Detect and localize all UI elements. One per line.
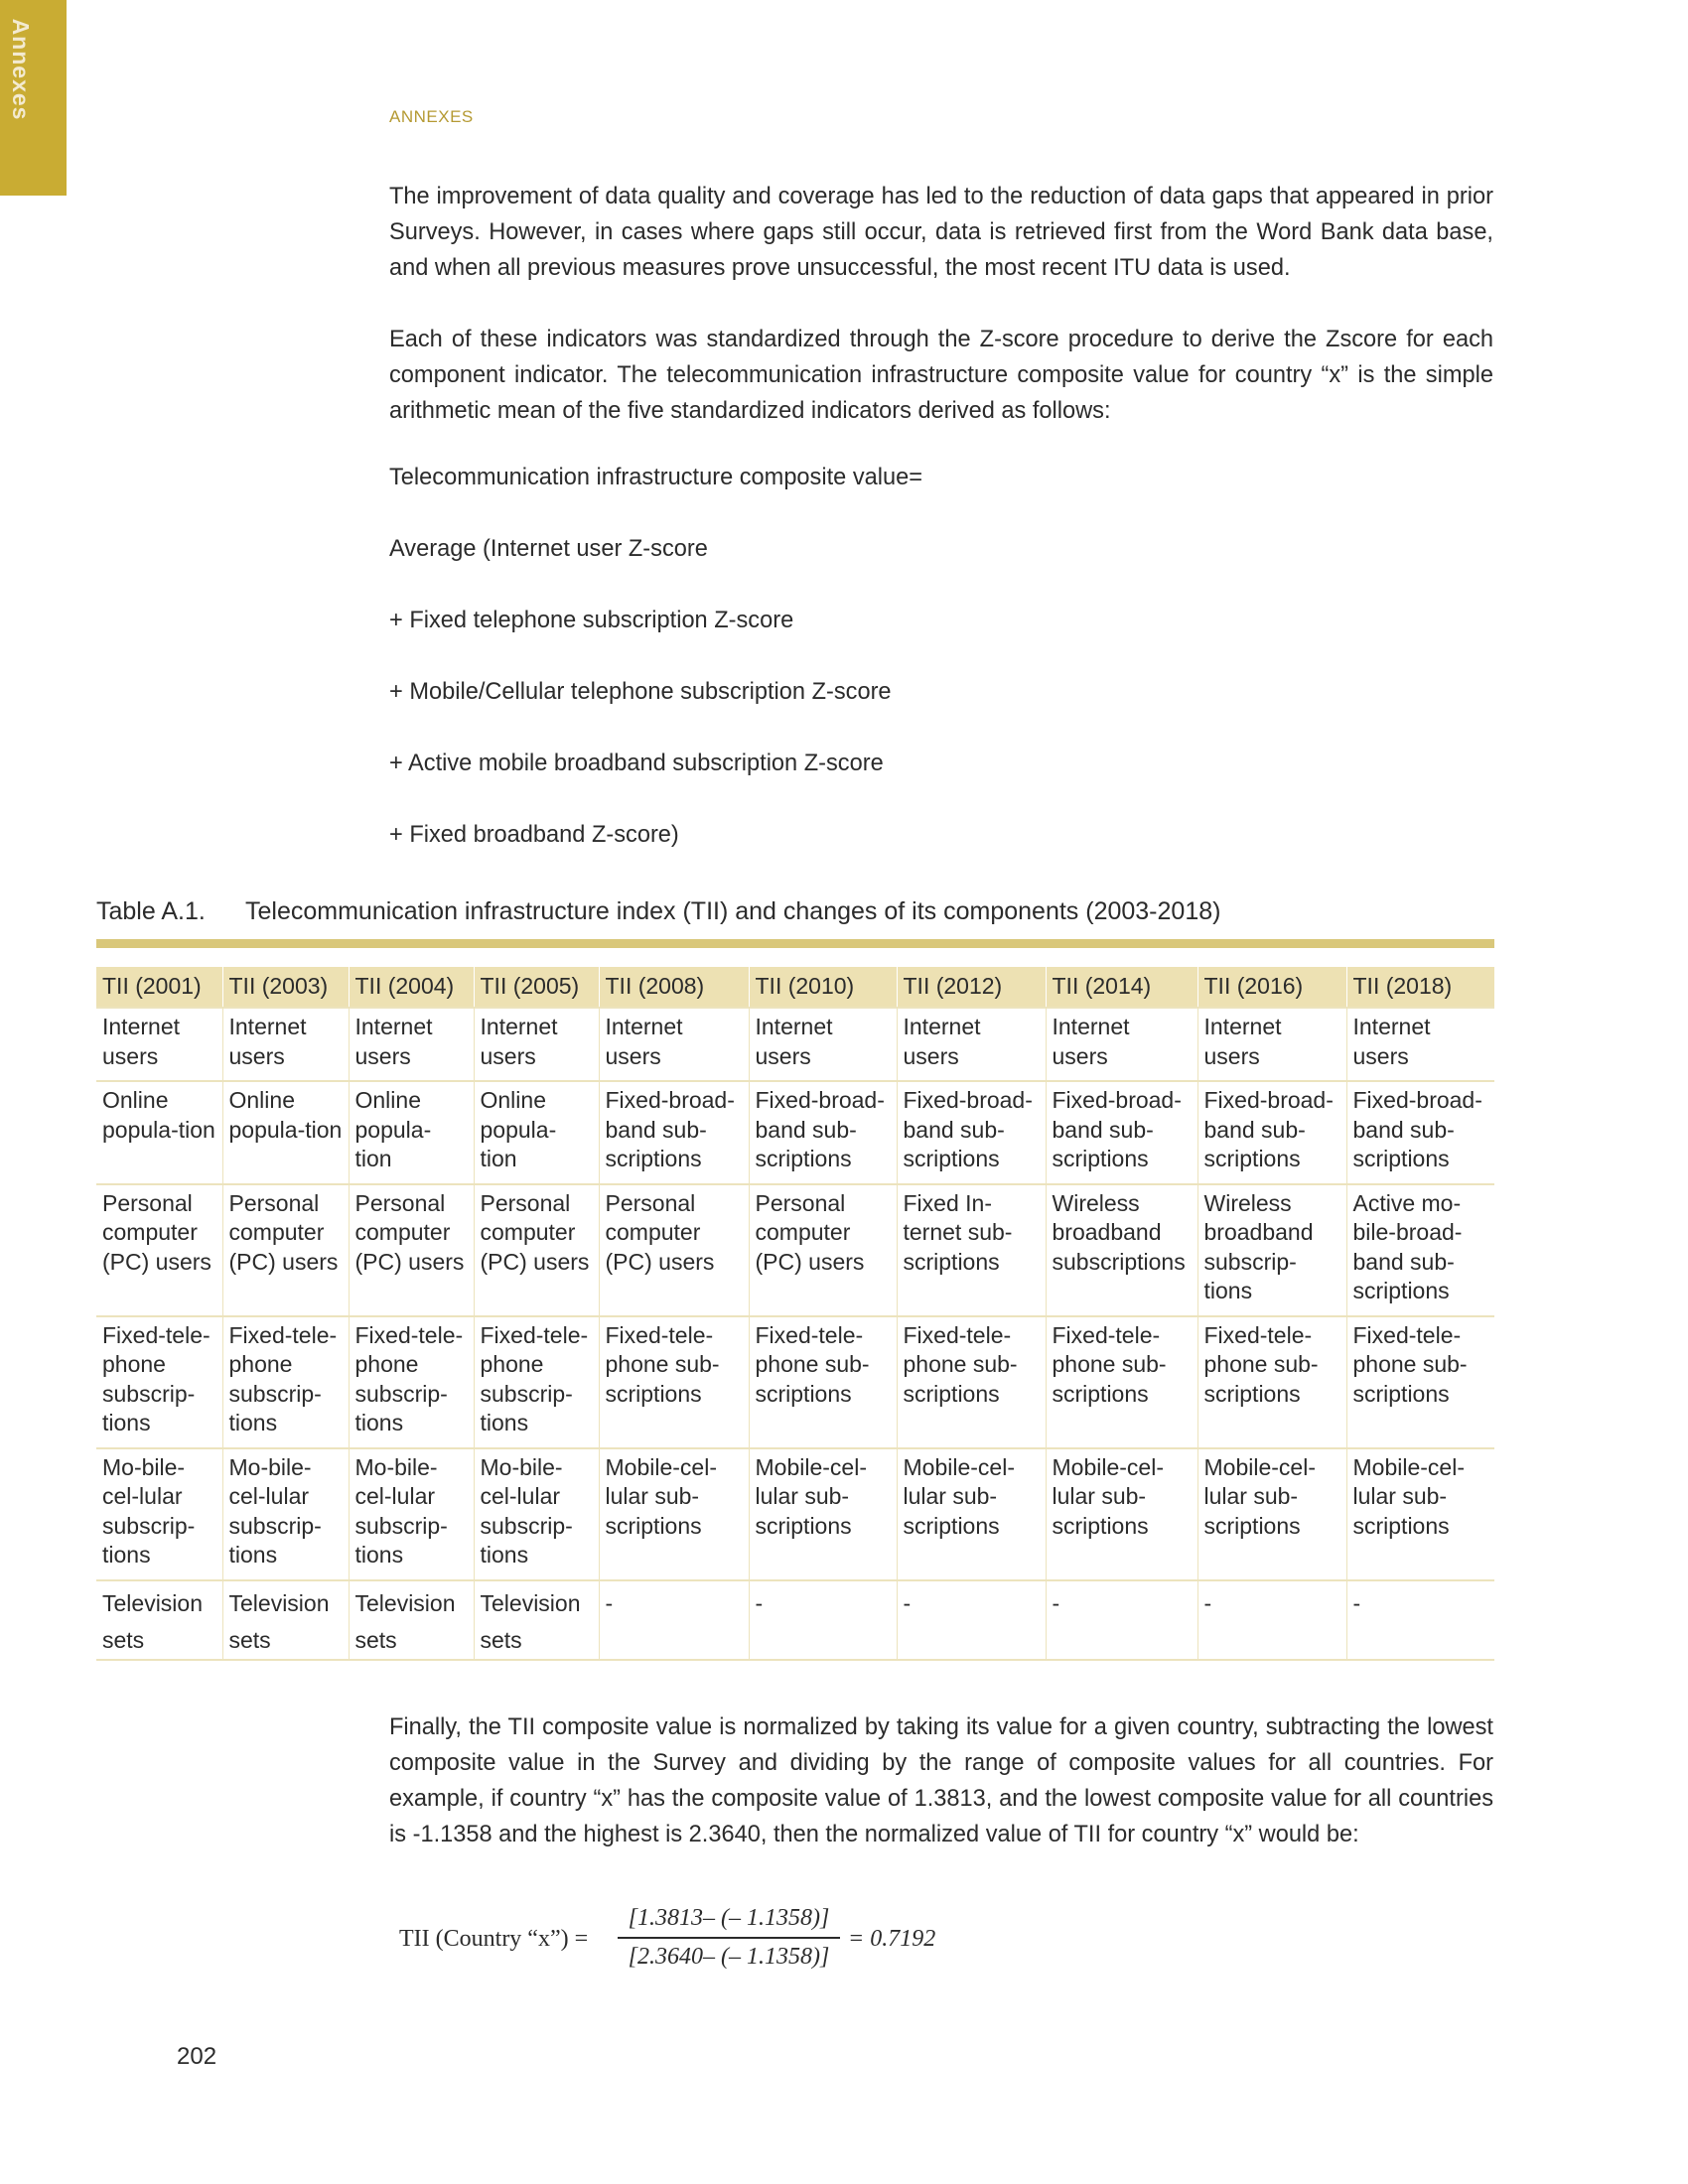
table-cell: Fixed-tele-phone subscrip-tions [96,1316,222,1448]
table-cell: Internet users [222,1008,349,1081]
table-cell: Fixed In-ternet sub-scriptions [897,1184,1046,1316]
paragraph-z-score: Each of these indicators was standardized through the Z-score procedure to derive the Zscore for each component indicator. The telecommunication infrastructure composite value for country “x” is the simple arithmetic mean of the five standardized indicators derived as follows: [389,327,1493,424]
table-cell: Internet users [474,1008,599,1081]
section-side-tab-label: Annexes [8,18,34,121]
table-cell: Fixed-broad-band sub-scriptions [749,1081,897,1184]
table-cell: - [1346,1580,1494,1660]
table-cell: Internet users [897,1008,1046,1081]
column-header: TII (2001) [96,967,222,1008]
table-cell: Fixed-broad-band sub-scriptions [1046,1081,1197,1184]
table-caption [96,897,1220,926]
table-top-rule [96,939,1494,948]
table-cell: - [1046,1580,1197,1660]
table-cell: Wireless broadband subscrip-tions [1197,1184,1346,1316]
table-row [96,1008,1494,1081]
table-cell: Personal computer (PC) users [222,1184,349,1316]
table-cell: Personal computer (PC) users [96,1184,222,1316]
table-cell: Wireless broadband subscriptions [1046,1184,1197,1316]
formula-fraction [618,1902,840,1974]
table-cell: Mo-bile-cel-lular subscrip-tions [474,1448,599,1580]
tii-components-table [96,967,1494,1661]
table-cell: Online popula-tion [349,1081,474,1184]
table-cell: Internet users [96,1008,222,1081]
table-cell: Personal computer (PC) users [349,1184,474,1316]
table-cell: Mobile-cel-lular sub-scriptions [599,1448,749,1580]
table-cell: Television sets [474,1580,599,1660]
average-line: Average (Internet user Z-score [389,536,708,562]
table-cell: Mobile-cel-lular sub-scriptions [1197,1448,1346,1580]
table-cell: Fixed-tele-phone subscrip-tions [349,1316,474,1448]
table-cell: Fixed-tele-phone subscrip-tions [474,1316,599,1448]
table-cell: Internet users [1197,1008,1346,1081]
table-row [96,1081,1494,1184]
formula-numerator: [1.3813– (– 1.1358)] [628,1905,830,1931]
table-caption-title: Telecommunication infrastructure index (TII) and changes of its components (2003-2018) [245,897,1221,925]
table-caption-number: Table A.1. [96,897,206,925]
running-head: ANNEXES [389,107,474,126]
normalization-formula [399,1902,995,1981]
table-cell: Mobile-cel-lular sub-scriptions [1046,1448,1197,1580]
formula-denominator: [2.3640– (– 1.1358)] [628,1944,830,1970]
column-header: TII (2012) [897,967,1046,1008]
table-cell: Mo-bile-cel-lular subscrip-tions [349,1448,474,1580]
table-cell: Fixed-tele-phone sub-scriptions [897,1316,1046,1448]
formula-lhs: TII (Country “x”) = [399,1926,589,1952]
table-cell: Online popula-tion [222,1081,349,1184]
column-header: TII (2003) [222,967,349,1008]
table-cell: Personal computer (PC) users [749,1184,897,1316]
table-header-row [96,967,1494,1008]
table-cell: - [599,1580,749,1660]
fixed-telephone-line: + Fixed telephone subscription Z-score [389,608,794,633]
table-cell: Online popula-tion [96,1081,222,1184]
table-cell: Fixed-broad-band sub-scriptions [599,1081,749,1184]
table-cell: Mo-bile-cel-lular subscrip-tions [222,1448,349,1580]
table-cell: Mobile-cel-lular sub-scriptions [897,1448,1046,1580]
column-header: TII (2008) [599,967,749,1008]
table-cell: Fixed-tele-phone sub-scriptions [1197,1316,1346,1448]
column-header: TII (2005) [474,967,599,1008]
table-cell: Mo-bile-cel-lular subscrip-tions [96,1448,222,1580]
page-number: 202 [177,2043,217,2070]
table-cell: - [897,1580,1046,1660]
table-cell: Television sets [349,1580,474,1660]
table-cell: Fixed-tele-phone sub-scriptions [1046,1316,1197,1448]
table-cell: Fixed-tele-phone sub-scriptions [599,1316,749,1448]
table-cell: Fixed-broad-band sub-scriptions [1346,1081,1494,1184]
fraction-bar [618,1937,840,1939]
table-cell: Fixed-tele-phone subscrip-tions [222,1316,349,1448]
table-cell: Personal computer (PC) users [474,1184,599,1316]
paragraph-normalization: Finally, the TII composite value is normalized by taking its value for a given country, subtracting the lowest composite value in the Survey and dividing by the range of composite values for all countries. For example, if country “x” has the composite value of 1.3813, and the lowest composite value for all countries is -1.1358 and the highest is 2.3640, then the normalized value of TII for country “x” would be: [389,1714,1493,1847]
formula-result: = 0.7192 [848,1926,936,1952]
table-cell: Mobile-cel-lular sub-scriptions [1346,1448,1494,1580]
table-cell: Internet users [349,1008,474,1081]
column-header: TII (2004) [349,967,474,1008]
table-cell: - [749,1580,897,1660]
column-header: TII (2014) [1046,967,1197,1008]
table-cell: Fixed-broad-band sub-scriptions [1197,1081,1346,1184]
active-mobile-broadband-line: + Active mobile broadband subscription Z-score [389,751,884,776]
table-row [96,1580,1494,1660]
table-cell: Internet users [599,1008,749,1081]
section-side-tab [0,0,67,196]
column-header: TII (2018) [1346,967,1494,1008]
composite-value-line: Telecommunication infrastructure composite value= [389,465,923,490]
fixed-broadband-line: + Fixed broadband Z-score) [389,822,679,848]
mobile-cellular-line: + Mobile/Cellular telephone subscription Z-score [389,679,892,705]
table-cell: Internet users [1346,1008,1494,1081]
table-cell: Fixed-tele-phone sub-scriptions [749,1316,897,1448]
table-row [96,1316,1494,1448]
table-cell: - [1197,1580,1346,1660]
table-cell: Mobile-cel-lular sub-scriptions [749,1448,897,1580]
paragraph-data-quality: The improvement of data quality and coverage has led to the reduction of data gaps that appeared in prior Surveys. However, in cases where gaps still occur, data is retrieved first from the Word Bank data base, and when all previous measures prove unsuccessful, the most recent ITU data is used. [389,184,1493,281]
table-cell: Television sets [96,1580,222,1660]
table-cell: Fixed-broad-band sub-scriptions [897,1081,1046,1184]
table-cell: Television sets [222,1580,349,1660]
table-cell: Active mo-bile-broad-band sub-scriptions [1346,1184,1494,1316]
table-row [96,1448,1494,1580]
table-cell: Online popula-tion [474,1081,599,1184]
table-cell: Fixed-tele-phone sub-scriptions [1346,1316,1494,1448]
column-header: TII (2016) [1197,967,1346,1008]
table-cell: Internet users [749,1008,897,1081]
table-cell: Internet users [1046,1008,1197,1081]
column-header: TII (2010) [749,967,897,1008]
table-cell: Personal computer (PC) users [599,1184,749,1316]
table-row [96,1184,1494,1316]
